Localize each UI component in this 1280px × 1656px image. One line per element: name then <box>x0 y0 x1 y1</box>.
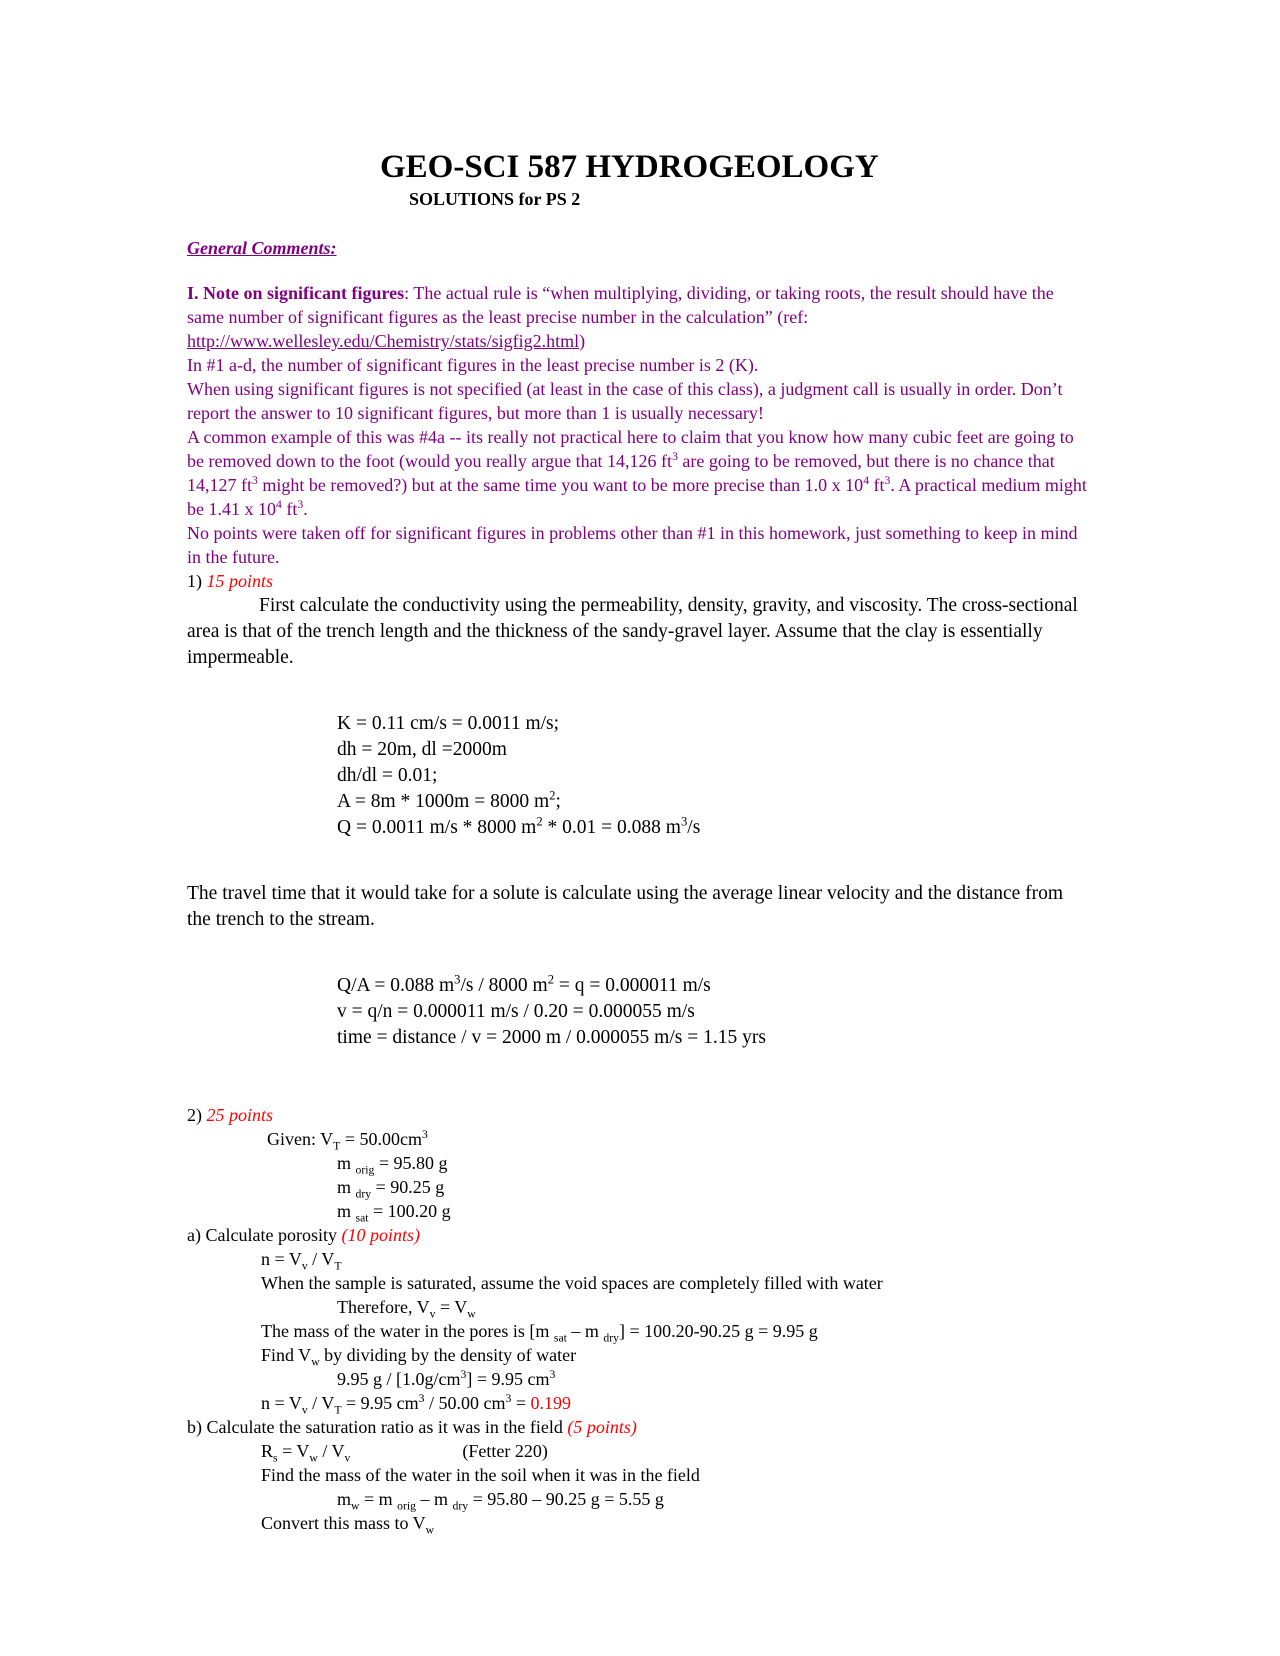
find-mass-text: Find the mass of the water in the soil when it was in the field <box>261 1465 700 1485</box>
text: b) Calculate the saturation ratio as it was in the field <box>187 1417 568 1437</box>
text: n = V <box>261 1249 302 1269</box>
superscript: 3 <box>418 1392 425 1405</box>
equation-specific-discharge <box>337 973 1087 999</box>
sigfig-note-text: : The actual rule is “when multiplying, dividing, or taking roots, the result should have the same number of significant figures as the least precise number in the calculation” (ref: <box>187 283 1054 327</box>
part-points: (10 points) <box>341 1225 420 1245</box>
superscript: 3 <box>672 450 678 463</box>
subscript: w <box>309 1451 318 1465</box>
text: = 100.20 g <box>368 1201 451 1221</box>
sigfig-judgment: When using significant figures is not specified (at least in the case of this class), a judgment call is usually in order. Don’t report the answer to 10 significant figures, but more than 1 is usually necessary! <box>187 379 1063 423</box>
given-m-orig <box>337 1151 1087 1175</box>
problem-points: 25 points <box>206 1105 274 1125</box>
porosity-result <box>261 1391 1087 1415</box>
superscript: 3 <box>549 1368 556 1381</box>
text: a) Calculate porosity <box>187 1225 342 1245</box>
subscript: w <box>425 1523 435 1537</box>
sigfig-note <box>187 281 1087 353</box>
text: m <box>337 1153 356 1173</box>
text: V <box>320 1129 334 1149</box>
text: /s / 8000 m <box>460 975 548 996</box>
subscript: w <box>351 1499 360 1513</box>
text: Q = 0.0011 m/s * 8000 m <box>337 817 537 838</box>
subscript: w <box>467 1307 476 1321</box>
page-subtitle: SOLUTIONS for PS 2 <box>409 189 581 209</box>
equation-area <box>337 789 1087 815</box>
text: = m <box>359 1489 398 1509</box>
text: A common example of this was #4a -- its really not practical here to claim that you know how many cubic feet are going to be removed down to the foot (would you really argue that 14,126 ft <box>187 427 1074 471</box>
text: 9.95 g / [1.0g/cm <box>337 1369 461 1389</box>
porosity-answer: 0.199 <box>530 1393 571 1413</box>
equation-discharge <box>337 815 1087 841</box>
sigfig-example <box>187 425 1087 521</box>
text: ft <box>281 499 298 519</box>
reference-link[interactable]: http://www.wellesley.edu/Chemistry/stats/sigfig2.html <box>187 331 580 351</box>
superscript: 3 <box>421 1128 428 1141</box>
text: might be removed?) but at the same time you want to be more precise than 1.0 x 10 <box>257 475 864 495</box>
subscript: sat <box>553 1331 567 1345</box>
given-m-sat <box>337 1199 1087 1223</box>
problem-number: 1) <box>187 571 207 591</box>
equation-velocity: v = q/n = 0.000011 m/s / 0.20 = 0.000055 m/s <box>337 1001 695 1022</box>
saturation-ratio-definition <box>261 1439 1087 1463</box>
text: = 9.95 cm <box>341 1393 419 1413</box>
general-comments-heading: General Comments: <box>187 238 337 258</box>
part-b-heading <box>187 1415 1087 1439</box>
superscript: 3 <box>460 1368 467 1381</box>
subscript: T <box>334 1403 342 1417</box>
text: / V <box>307 1249 335 1269</box>
document-body <box>187 236 1087 1535</box>
text: = 90.25 g <box>371 1177 445 1197</box>
text: = 95.80 g <box>374 1153 448 1173</box>
text: Find V <box>261 1345 312 1365</box>
text: ] = 9.95 cm <box>466 1369 550 1389</box>
equation-dh: dh = 20m, dl =2000m <box>337 739 507 760</box>
superscript: 3 <box>454 972 461 987</box>
superscript: 4 <box>863 474 870 487</box>
text: m <box>337 1489 352 1509</box>
superscript: 3 <box>297 498 304 511</box>
superscript: 2 <box>549 788 556 803</box>
subscript: orig <box>397 1499 416 1513</box>
subscript: w <box>311 1355 320 1369</box>
superscript: 4 <box>276 498 282 511</box>
problem-2-heading <box>187 1103 1087 1127</box>
text: /s <box>687 817 701 838</box>
problem-1-intro: First calculate the conductivity using the permeability, density, gravity, and viscosity. The cross-sectional area is that of the trench length and the thickness of the sandy-gravel layer. Assume that the clay is essentially impermeable. <box>187 595 1078 668</box>
text: * 0.01 = 0.088 m <box>542 817 681 838</box>
given-vt <box>267 1127 1087 1151</box>
subscript: s <box>273 1451 278 1465</box>
text: m <box>337 1201 356 1221</box>
superscript: 3 <box>252 474 258 487</box>
text: / V <box>307 1393 335 1413</box>
superscript: 3 <box>884 474 891 487</box>
text: Therefore, V <box>337 1297 430 1317</box>
text: . <box>303 499 308 519</box>
ref-close: ) <box>579 331 586 351</box>
subscript: sat <box>355 1211 369 1225</box>
part-a-heading <box>187 1223 1087 1247</box>
text: R <box>261 1441 274 1461</box>
therefore-line <box>337 1295 1087 1319</box>
sigfig-1ad: In #1 a-d, the number of significant figures in the least precise number is 2 (K). <box>187 355 759 375</box>
subscript: v <box>429 1307 436 1321</box>
saturated-text: When the sample is saturated, assume the void spaces are completely filled with water <box>261 1273 883 1293</box>
equation-gradient: dh/dl = 0.01; <box>337 765 438 786</box>
text: / V <box>317 1441 345 1461</box>
text: = 50.00cm <box>340 1129 422 1149</box>
convert-line <box>261 1511 1087 1535</box>
subscript: orig <box>355 1163 375 1177</box>
sigfig-note-label: I. Note on significant figures <box>187 283 405 303</box>
mass-water-line <box>261 1319 1087 1343</box>
text: Convert this mass to V <box>261 1513 426 1533</box>
text: – m <box>415 1489 453 1509</box>
text: = 95.80 – 90.25 g = 5.55 g <box>468 1489 664 1509</box>
text: ] = 100.20-90.25 g = 9.95 g <box>619 1321 818 1341</box>
sigfig-no-points: No points were taken off for significant figures in problems other than #1 in this homework, just something to keep in mind in the future. <box>187 523 1078 567</box>
text: = V <box>277 1441 310 1461</box>
text: – m <box>566 1321 604 1341</box>
part-points: (5 points) <box>567 1417 637 1437</box>
problem-number: 2) <box>187 1105 207 1125</box>
porosity-definition <box>261 1247 1087 1271</box>
find-vw-line <box>261 1343 1087 1367</box>
subscript: dry <box>603 1331 620 1345</box>
travel-time-text: The travel time that it would take for a solute is calculate using the average linear velocity and the distance from the trench to the stream. <box>187 883 1064 930</box>
problem-points: 15 points <box>206 571 274 591</box>
mw-calculation <box>337 1487 1087 1511</box>
text: are going to be removed, but there is no chance that 14,127 ft <box>187 451 1055 495</box>
given-label: Given: <box>267 1129 321 1149</box>
subscript: v <box>301 1403 308 1417</box>
superscript: 3 <box>680 814 688 829</box>
problem-1-heading <box>187 569 1087 593</box>
subscript: v <box>344 1451 351 1465</box>
superscript: 2 <box>536 814 543 829</box>
subscript: dry <box>452 1499 469 1513</box>
subscript: v <box>301 1259 308 1273</box>
superscript: 3 <box>505 1392 512 1405</box>
text: = <box>511 1393 531 1413</box>
text: / 50.00 cm <box>424 1393 506 1413</box>
text: ft <box>869 475 885 495</box>
equation-time: time = distance / v = 2000 m / 0.000055 m/s = 1.15 yrs <box>337 1027 766 1048</box>
vw-calculation <box>337 1367 1087 1391</box>
text: A = 8m * 1000m = 8000 m <box>337 791 550 812</box>
text: by dividing by the density of water <box>319 1345 577 1365</box>
subscript: T <box>334 1259 342 1273</box>
text: Q/A = 0.088 m <box>337 975 455 996</box>
text: ; <box>555 791 561 812</box>
page-title: GEO-SCI 587 HYDROGEOLOGY <box>380 149 879 185</box>
text: The mass of the water in the pores is [m <box>261 1321 554 1341</box>
superscript: 2 <box>547 972 555 987</box>
text: = q = 0.000011 m/s <box>554 975 711 996</box>
equation-k: K = 0.11 cm/s = 0.0011 m/s; <box>337 713 560 734</box>
given-m-dry <box>337 1175 1087 1199</box>
subscript: T <box>333 1139 341 1153</box>
text: = V <box>435 1297 468 1317</box>
text: m <box>337 1177 356 1197</box>
text: . A practical medium might be 1.41 x 10 <box>187 475 1087 519</box>
text: n = V <box>261 1393 302 1413</box>
subscript: dry <box>355 1187 372 1201</box>
fetter-reference: (Fetter 220) <box>462 1441 548 1461</box>
